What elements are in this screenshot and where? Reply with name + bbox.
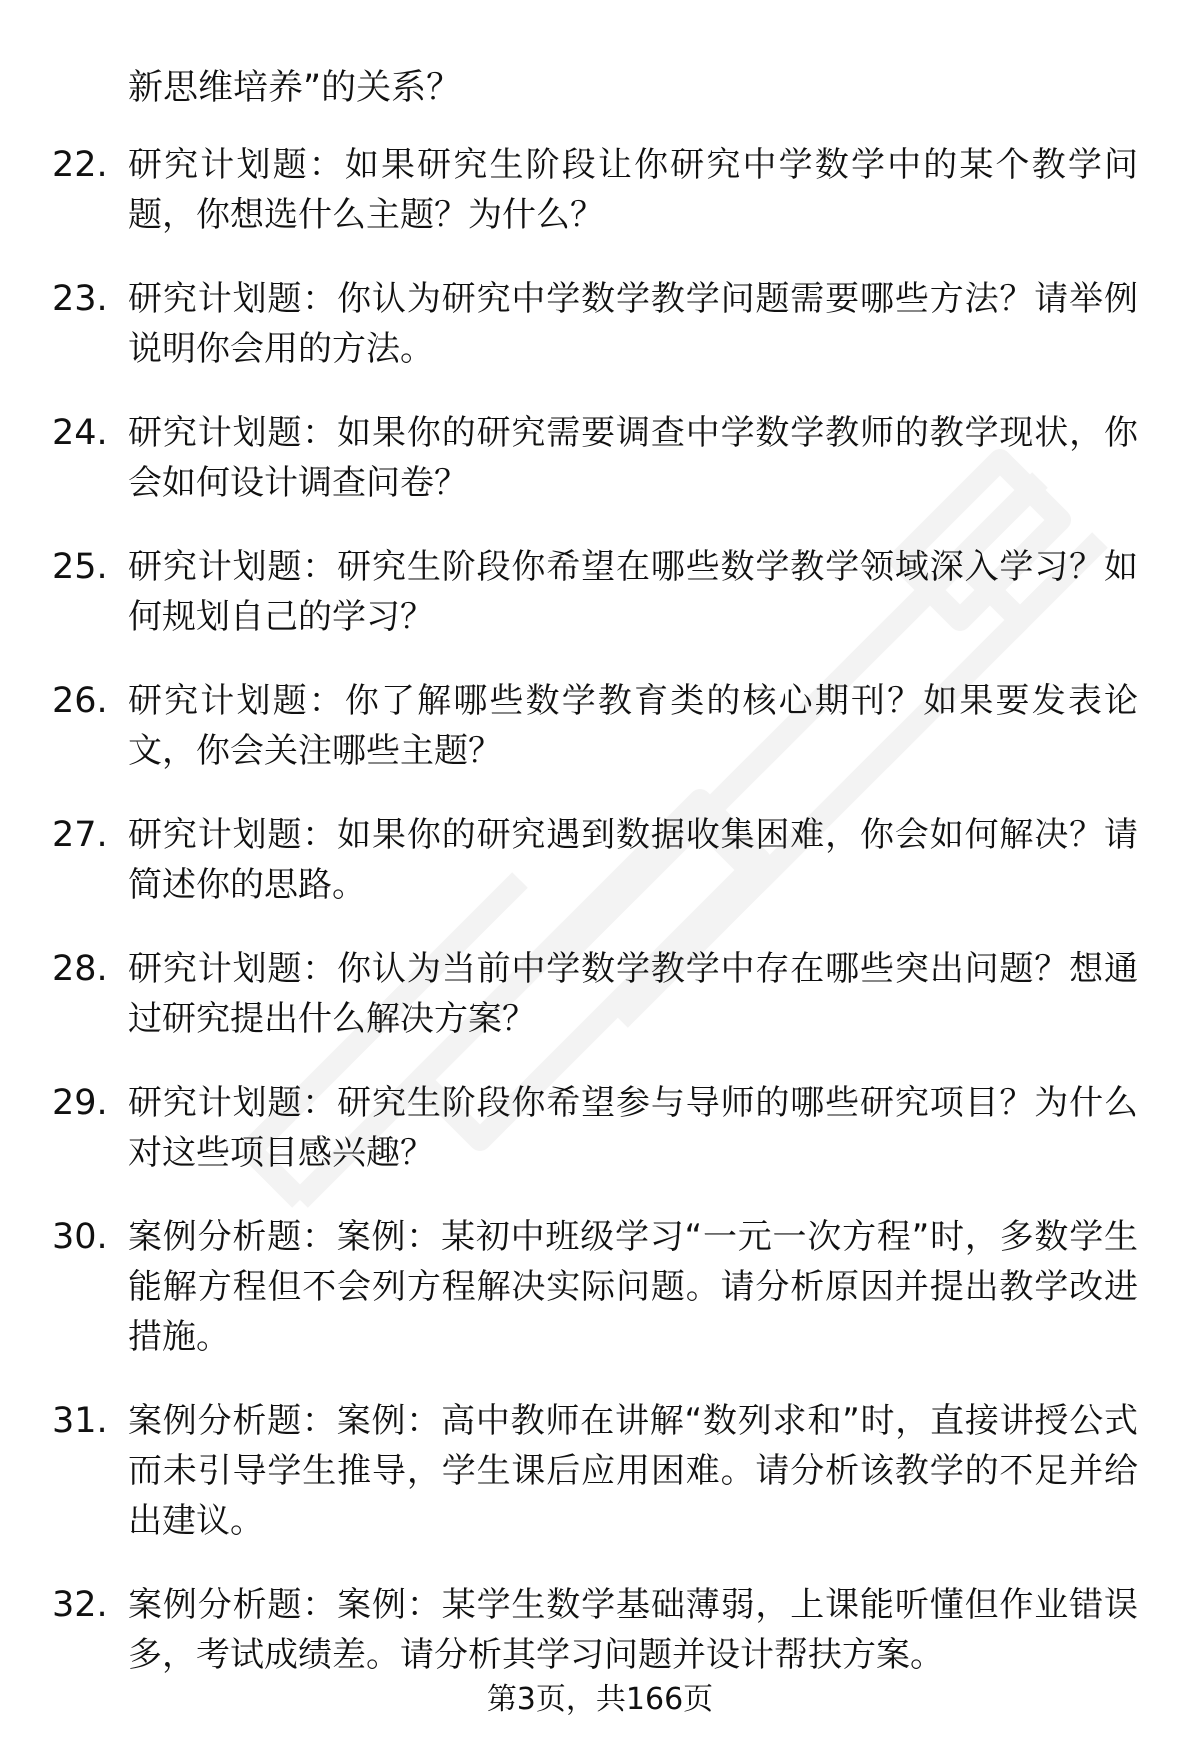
question-item (0, 542, 1200, 642)
question-item (0, 676, 1200, 776)
question-number: 28. (52, 949, 108, 989)
question-text: 研究计划题：如果研究生阶段让你研究中学数学中的某个教学问题，你想选什么主题？为什么？ (128, 145, 1138, 235)
question-text: 研究计划题：你认为研究中学数学教学问题需要哪些方法？请举例说明你会用的方法。 (128, 279, 1138, 369)
question-text: 案例分析题：案例：高中教师在讲解“数列求和”时，直接讲授公式而未引导学生推导，学生课后应用困难。请分析该教学的不足并给出建议。 (128, 1401, 1138, 1541)
question-list (0, 140, 1200, 1714)
question-item (0, 1396, 1200, 1546)
question-item (0, 274, 1200, 374)
question-number: 23. (52, 279, 108, 319)
page-footer: 第3页，共166页 (486, 1682, 714, 1717)
question-item (0, 1078, 1200, 1178)
question-text: 案例分析题：案例：某初中班级学习“一元一次方程”时，多数学生能解方程但不会列方程解决实际问题。请分析原因并提出教学改进措施。 (128, 1217, 1138, 1357)
question-item (0, 408, 1200, 508)
question-number: 25. (52, 547, 108, 587)
question-number: 22. (52, 145, 108, 185)
question-text: 研究计划题：研究生阶段你希望在哪些数学教学领域深入学习？如何规划自己的学习？ (128, 547, 1138, 637)
question-number: 31. (52, 1401, 108, 1441)
question-item (0, 1212, 1200, 1362)
question-text: 研究计划题：如果你的研究遇到数据收集困难，你会如何解决？请简述你的思路。 (128, 815, 1138, 905)
question-number: 26. (52, 681, 108, 721)
question-item (0, 810, 1200, 910)
question-text: 研究计划题：研究生阶段你希望参与导师的哪些研究项目？为什么对这些项目感兴趣？ (128, 1083, 1138, 1173)
question-item (0, 944, 1200, 1044)
question-item (0, 140, 1200, 240)
question-text: 研究计划题：你认为当前中学数学教学中存在哪些突出问题？想通过研究提出什么解决方案？ (128, 949, 1138, 1039)
question-number: 29. (52, 1083, 108, 1123)
question-item (0, 1580, 1200, 1680)
question-number: 32. (52, 1585, 108, 1625)
question-text: 案例分析题：案例：某学生数学基础薄弱，上课能听懂但作业错误多，考试成绩差。请分析其学习问题并设计帮扶方案。 (128, 1585, 1138, 1675)
continuation-text: 新思维培养”的关系？ (128, 68, 462, 108)
question-number: 24. (52, 413, 108, 453)
question-number: 27. (52, 815, 108, 855)
question-text: 研究计划题：如果你的研究需要调查中学数学教师的教学现状，你会如何设计调查问卷？ (128, 413, 1138, 503)
question-text: 研究计划题：你了解哪些数学教育类的核心期刊？如果要发表论文，你会关注哪些主题？ (128, 681, 1138, 771)
question-number: 30. (52, 1217, 108, 1257)
